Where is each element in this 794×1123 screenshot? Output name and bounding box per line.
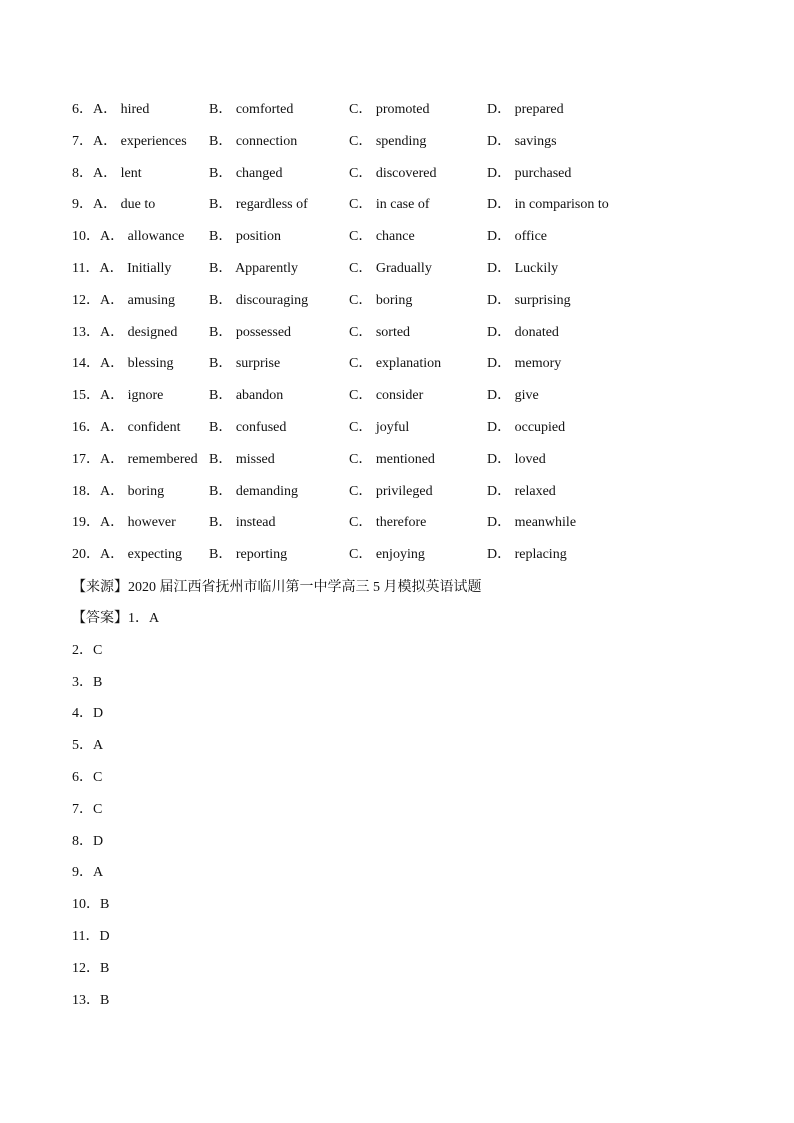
option-c: C． chance xyxy=(349,229,415,245)
option-a: A． remembered xyxy=(100,451,198,467)
question-number-option-a xyxy=(72,323,177,343)
question-number-option-a xyxy=(72,482,164,502)
option-a: A． lent xyxy=(93,165,142,181)
option-d: D． relaxed xyxy=(487,483,556,499)
option-d: D． occupied xyxy=(487,419,566,435)
question-number: 7． xyxy=(72,133,93,149)
question-number-option-a xyxy=(72,259,171,279)
option-c: C． privileged xyxy=(349,483,433,499)
option-b: B． demanding xyxy=(209,483,299,499)
question-number-option-a xyxy=(72,132,187,152)
question-number: 10． xyxy=(72,229,100,245)
option-c: C． discovered xyxy=(349,165,437,181)
question-number: 15． xyxy=(72,388,100,404)
question-number: 8． xyxy=(72,165,93,181)
answer-item: 12．B xyxy=(72,960,110,976)
option-c: C． boring xyxy=(349,292,413,308)
option-b: B． reporting xyxy=(209,547,288,563)
option-b: B． comforted xyxy=(209,102,294,117)
option-a: A． however xyxy=(100,515,176,531)
question-number-option-a xyxy=(72,450,198,470)
answer-item: 7．C xyxy=(72,801,103,817)
option-c: C． promoted xyxy=(349,102,430,117)
option-c: C． therefore xyxy=(349,515,427,531)
answer-item: 【答案】1．A xyxy=(72,611,160,626)
option-a: A． expecting xyxy=(100,547,183,563)
option-c: C． joyful xyxy=(349,419,410,435)
answer-item: 10．B xyxy=(72,897,110,913)
option-d: D． office xyxy=(487,229,547,245)
answer-item: 5．A xyxy=(72,738,104,754)
question-number: 14． xyxy=(72,356,100,372)
question-number: 16． xyxy=(72,419,100,435)
source-line: 【来源】2020 届江西省抚州市临川第一中学高三 5 月模拟英语试题 xyxy=(72,580,482,595)
question-number-option-a xyxy=(72,418,180,438)
option-d: D． prepared xyxy=(487,102,564,117)
option-a: A． boring xyxy=(100,483,165,499)
option-a: A． designed xyxy=(100,324,178,340)
option-d: D． purchased xyxy=(487,165,572,181)
answer-item: 11．D xyxy=(72,928,110,944)
question-number: 13． xyxy=(72,324,100,340)
option-c: C． explanation xyxy=(349,356,442,372)
option-d: D． in comparison to xyxy=(487,197,609,213)
option-a: A． amusing xyxy=(100,292,176,308)
option-d: D． donated xyxy=(487,324,559,340)
option-d: D． surprising xyxy=(487,292,571,308)
option-c: C． consider xyxy=(349,388,424,404)
option-d: D． Luckily xyxy=(487,260,559,276)
option-b: B． connection xyxy=(209,133,298,149)
option-a: A． hired xyxy=(93,102,150,117)
option-a: A． Initially xyxy=(99,260,172,276)
option-c: C． mentioned xyxy=(349,451,435,467)
question-number-option-a xyxy=(72,227,184,247)
option-b: B． surprise xyxy=(209,356,281,372)
option-b: B． position xyxy=(209,229,281,245)
option-c: C． sorted xyxy=(349,324,411,340)
question-number-option-a xyxy=(72,291,175,311)
option-a: A． confident xyxy=(100,419,181,435)
option-b: B． missed xyxy=(209,451,275,467)
answer-item: 3．B xyxy=(72,674,103,690)
option-a: A． ignore xyxy=(100,388,164,404)
option-b: B． abandon xyxy=(209,388,284,404)
question-number-option-a xyxy=(72,354,174,374)
question-number-option-a xyxy=(72,386,163,406)
question-number-option-a xyxy=(72,100,149,120)
option-b: B． discouraging xyxy=(209,292,309,308)
option-c: C． enjoying xyxy=(349,547,425,563)
option-d: D． memory xyxy=(487,356,562,372)
option-b: B． instead xyxy=(209,515,276,531)
option-a: A． allowance xyxy=(100,229,185,245)
option-b: B． changed xyxy=(209,165,283,181)
option-b: B． regardless of xyxy=(209,197,308,213)
answer-list xyxy=(72,609,159,1022)
question-number-option-a xyxy=(72,195,155,215)
option-d: D． give xyxy=(487,388,539,404)
question-number-option-a xyxy=(72,545,182,565)
option-d: D． savings xyxy=(487,133,557,149)
answer-item: 4．D xyxy=(72,706,104,722)
answer-item: 6．C xyxy=(72,769,103,785)
question-number-option-a xyxy=(72,164,142,184)
answer-item: 8．D xyxy=(72,833,104,849)
question-number-option-a xyxy=(72,513,176,533)
question-number: 12． xyxy=(72,292,100,308)
question-number: 11． xyxy=(72,260,100,276)
question-number: 17． xyxy=(72,451,100,467)
question-number: 9． xyxy=(72,197,93,213)
answer-item: 13．B xyxy=(72,992,110,1008)
answer-item: 2．C xyxy=(72,642,103,658)
option-d: D． meanwhile xyxy=(487,515,577,531)
option-d: D． replacing xyxy=(487,547,567,563)
option-d: D． loved xyxy=(487,451,546,467)
option-a: A． experiences xyxy=(93,133,187,149)
option-c: C． Gradually xyxy=(349,260,432,276)
question-number: 20． xyxy=(72,547,100,563)
option-a: A． due to xyxy=(93,197,156,213)
option-c: C． spending xyxy=(349,133,427,149)
option-c: C． in case of xyxy=(349,197,430,213)
answer-item: 9．A xyxy=(72,865,104,881)
option-b: B． Apparently xyxy=(209,260,299,276)
option-a: A． blessing xyxy=(100,356,174,372)
question-number: 6． xyxy=(72,102,93,117)
option-b: B． possessed xyxy=(209,324,292,340)
option-b: B． confused xyxy=(209,419,287,435)
question-number: 18． xyxy=(72,483,100,499)
question-number: 19． xyxy=(72,515,100,531)
